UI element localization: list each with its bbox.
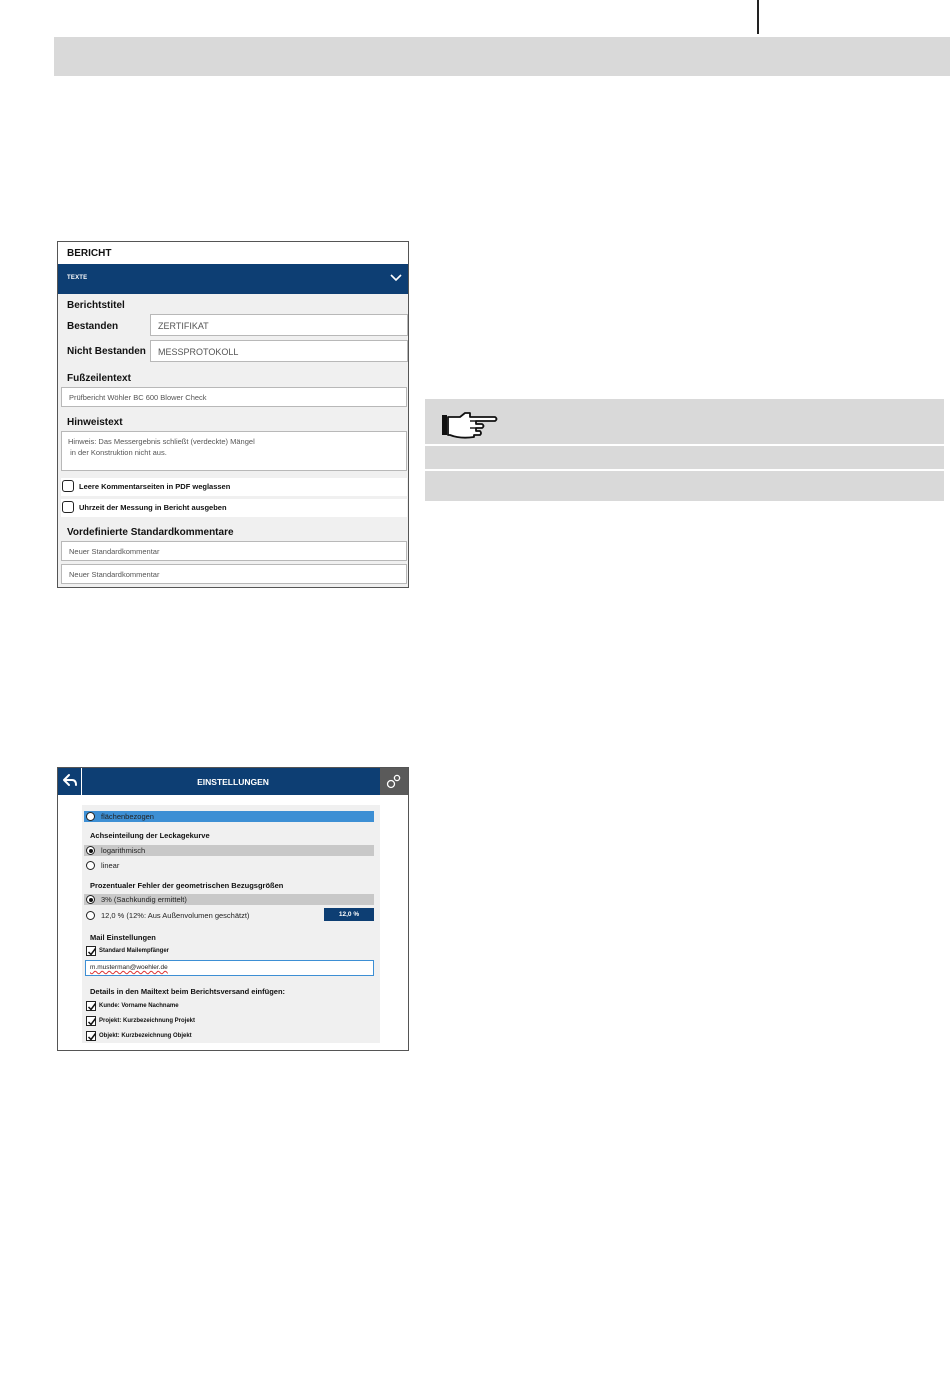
details-objekt-label: Objekt: Kurzbezeichnung Objekt	[99, 1033, 192, 1039]
settings-button[interactable]	[380, 768, 408, 795]
checkbox-label: Leere Kommentarseiten in PDF weglassen	[79, 482, 231, 491]
checkbox-box[interactable]	[62, 480, 74, 492]
fusszeile-heading: Fußzeilentext	[67, 373, 131, 384]
bestanden-label: Bestanden	[67, 321, 119, 332]
checkmark-icon	[87, 1032, 97, 1042]
checkbox-label: Uhrzeit der Messung in Bericht ausgeben	[79, 503, 227, 512]
hinweis-line-2: in der Konstruktion nicht aus.	[68, 448, 167, 457]
details-objekt-checkbox[interactable]	[86, 1031, 96, 1041]
option-label: flächenbezogen	[101, 812, 154, 821]
bestanden-field[interactable]: ZERTIFIKAT	[150, 314, 408, 336]
einstellungen-body	[82, 805, 380, 1043]
hinweis-textarea[interactable]	[61, 431, 407, 471]
option-flaechenbezogen[interactable]	[84, 811, 374, 822]
fusszeile-field[interactable]: Prüfbericht Wöhler BC 600 Blower Check	[61, 387, 407, 407]
mail-address-input[interactable]	[85, 960, 374, 976]
details-projekt-label: Projekt: Kurzbezeichnung Projekt	[99, 1018, 196, 1024]
pointing-hand-icon	[440, 410, 500, 440]
page-edge-line	[757, 0, 759, 34]
mail-standard-checkbox[interactable]	[86, 946, 96, 956]
checkbox-uhrzeit-messung[interactable]	[61, 499, 407, 517]
mail-heading: Mail Einstellungen	[90, 933, 156, 942]
note-box	[425, 399, 944, 501]
bericht-panel	[57, 241, 409, 588]
option-label: 3% (Sachkundig ermittelt)	[101, 895, 187, 904]
standardkommentare-heading: Vordefinierte Standardkommentare	[67, 527, 234, 538]
details-kunde-checkbox[interactable]	[86, 1001, 96, 1011]
checkmark-icon	[87, 1002, 97, 1012]
texte-section-bar[interactable]	[58, 264, 408, 294]
option-label: linear	[101, 861, 120, 870]
note-row-3	[425, 471, 944, 501]
radio-button[interactable]	[86, 812, 95, 821]
note-row-1	[425, 399, 944, 444]
gears-icon[interactable]	[380, 768, 408, 795]
checkmark-icon	[87, 947, 97, 957]
option-label: 12,0 % (12%: Aus Außenvolumen geschätzt)	[101, 911, 250, 920]
einstellungen-title: EINSTELLUNGEN	[197, 777, 269, 787]
einstellungen-panel	[57, 767, 409, 1051]
checkbox-box[interactable]	[62, 501, 74, 513]
hinweis-heading: Hinweistext	[67, 417, 123, 428]
texte-section-label: TEXTE	[67, 275, 88, 281]
radio-button[interactable]	[86, 895, 95, 904]
nicht-bestanden-field[interactable]: MESSPROTOKOLL	[150, 340, 408, 362]
einstellungen-header	[58, 768, 408, 795]
note-row-2	[425, 446, 944, 469]
mail-address-text: m.musterman@woehler.de	[90, 964, 168, 971]
standardkommentar-field-2[interactable]: Neuer Standardkommentar	[61, 564, 407, 584]
mail-standard-label: Standard Mailempfänger	[99, 948, 170, 954]
radio-button[interactable]	[86, 911, 95, 920]
hinweis-line-1: Hinweis: Das Messergebnis schließt (verdeckte) Mängel	[68, 437, 255, 446]
option-label: logarithmisch	[101, 846, 146, 855]
bericht-title: BERICHT	[67, 248, 112, 259]
option-3-prozent[interactable]	[84, 894, 374, 905]
fehler-value-badge[interactable]: 12,0 %	[324, 908, 374, 921]
details-projekt-checkbox[interactable]	[86, 1016, 96, 1026]
standardkommentar-field-1[interactable]: Neuer Standardkommentar	[61, 541, 407, 561]
chevron-down-icon[interactable]	[390, 273, 402, 283]
page-header-bar	[54, 37, 950, 76]
details-heading: Details in den Mailtext beim Berichtsversand einfügen:	[90, 987, 286, 996]
achse-heading: Achseinteilung der Leckagekurve	[90, 831, 210, 840]
option-linear[interactable]	[84, 860, 374, 871]
radio-button[interactable]	[86, 846, 95, 855]
berichtstitel-heading: Berichtstitel	[67, 300, 125, 311]
checkmark-icon	[87, 1017, 97, 1027]
nicht-bestanden-label: Nicht Bestanden	[67, 346, 146, 357]
fehler-heading: Prozentualer Fehler der geometrischen Bezugsgrößen	[90, 881, 284, 890]
checkbox-leere-kommentarseiten[interactable]	[61, 478, 407, 496]
radio-button[interactable]	[86, 861, 95, 870]
details-kunde-label: Kunde: Vorname Nachname	[99, 1003, 179, 1009]
option-12-prozent[interactable]	[84, 910, 374, 921]
option-logarithmisch[interactable]	[84, 845, 374, 856]
texte-section-body	[58, 294, 408, 587]
